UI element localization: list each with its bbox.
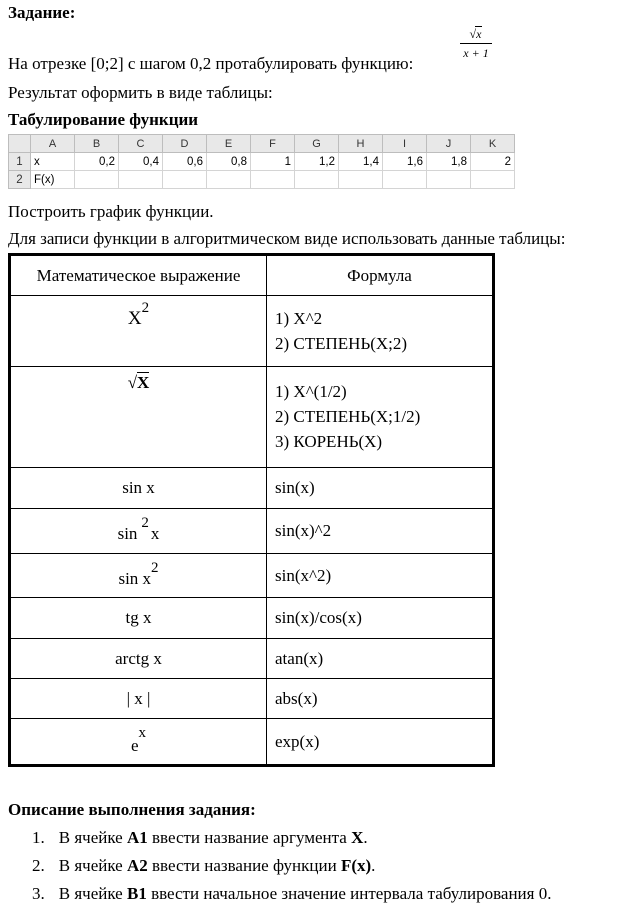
formula-cell: 1) X^2 2) СТЕПЕНЬ(X;2) <box>267 296 494 367</box>
formula-cell: exp(x) <box>267 719 494 766</box>
sheet-cell[interactable]: 1,8 <box>427 153 471 171</box>
sheet-cell[interactable] <box>427 171 471 189</box>
header-math: Математическое выражение <box>10 255 267 296</box>
table-row <box>10 679 494 719</box>
math-expression: sin2x <box>10 509 267 554</box>
sheet-cell[interactable]: 0,6 <box>163 153 207 171</box>
sheet-cell[interactable]: 1,2 <box>295 153 339 171</box>
description-heading: Описание выполнения задания: <box>8 800 256 819</box>
table-row <box>10 719 494 766</box>
col-header[interactable]: H <box>339 135 383 153</box>
formula-cell: sin(x)^2 <box>267 509 494 554</box>
sheet-cell[interactable]: F(x) <box>31 171 75 189</box>
formula-cell: 1) X^(1/2) 2) СТЕПЕНЬ(X;1/2) 3) КОРЕНЬ(X) <box>267 367 494 468</box>
table-row <box>10 598 494 639</box>
col-header[interactable]: E <box>207 135 251 153</box>
col-header[interactable]: G <box>295 135 339 153</box>
formula-cell: atan(x) <box>267 639 494 679</box>
sheet-cell[interactable]: 2 <box>471 153 515 171</box>
sheet-cell[interactable] <box>207 171 251 189</box>
col-header[interactable]: J <box>427 135 471 153</box>
sheet-cell[interactable] <box>295 171 339 189</box>
formula-cell: abs(x) <box>267 679 494 719</box>
sheet-cell[interactable]: 1 <box>251 153 295 171</box>
sheet-cell[interactable]: 0,2 <box>75 153 119 171</box>
table-row <box>10 554 494 598</box>
header-formula: Формула <box>267 255 494 296</box>
step-item: 2. В ячейке A2 ввести название функции F(x). <box>32 856 376 875</box>
math-expression: sin x2 <box>10 554 267 598</box>
column-header-row <box>9 135 515 153</box>
col-header[interactable]: A <box>31 135 75 153</box>
sheet-cell[interactable]: 0,8 <box>207 153 251 171</box>
function-formula: $\frac{√x}{x + 1}$ <box>460 26 492 60</box>
table-row <box>10 509 494 554</box>
table-row <box>10 468 494 509</box>
corner-cell <box>9 135 31 153</box>
sheet-row <box>9 153 515 171</box>
sheet-cell[interactable]: 1,6 <box>383 153 427 171</box>
task-heading: Задание: <box>8 3 76 22</box>
sheet-cell[interactable] <box>383 171 427 189</box>
formula-table <box>8 253 495 767</box>
table-row <box>10 367 494 468</box>
math-expression: tg x <box>10 598 267 639</box>
sheet-row <box>9 171 515 189</box>
spreadsheet <box>8 134 515 189</box>
sheet-cell[interactable] <box>471 171 515 189</box>
sheet-cell[interactable] <box>251 171 295 189</box>
sheet-cell[interactable]: 1,4 <box>339 153 383 171</box>
sheet-cell[interactable] <box>119 171 163 189</box>
math-expression: √X <box>10 367 267 468</box>
formula-numerator: x <box>476 27 482 41</box>
col-header[interactable]: D <box>163 135 207 153</box>
sheet-cell[interactable] <box>163 171 207 189</box>
step-item: 1. В ячейке A1 ввести название аргумента X. <box>32 828 368 847</box>
table-row <box>10 639 494 679</box>
record-instruction: Для записи функции в алгоритмическом виде использовать данные таблицы: <box>8 229 566 248</box>
sheet-cell[interactable] <box>75 171 119 189</box>
col-header[interactable]: F <box>251 135 295 153</box>
formula-cell: sin(x) <box>267 468 494 509</box>
formula-denominator: x + 1 <box>463 46 489 60</box>
task-description: На отрезке [0;2] с шагом 0,2 протабулировать функцию: <box>8 54 414 73</box>
sheet-cell[interactable]: x <box>31 153 75 171</box>
graph-instruction: Построить график функции. <box>8 202 214 221</box>
math-expression: sin x <box>10 468 267 509</box>
result-instruction: Результат оформить в виде таблицы: <box>8 83 273 102</box>
col-header[interactable]: K <box>471 135 515 153</box>
table-header-row <box>10 255 494 296</box>
math-expression: X2 <box>10 296 267 367</box>
sheet-cell[interactable] <box>339 171 383 189</box>
sheet-cell[interactable]: 0,4 <box>119 153 163 171</box>
math-expression: arctg x <box>10 639 267 679</box>
col-header[interactable]: B <box>75 135 119 153</box>
formula-cell: sin(x^2) <box>267 554 494 598</box>
math-expression: ex <box>10 719 267 766</box>
step-item: 3. В ячейке B1 ввести начальное значение интервала табулирования 0. <box>32 884 552 903</box>
col-header[interactable]: I <box>383 135 427 153</box>
row-number[interactable]: 2 <box>9 171 31 189</box>
row-number[interactable]: 1 <box>9 153 31 171</box>
table-row <box>10 296 494 367</box>
formula-cell: sin(x)/cos(x) <box>267 598 494 639</box>
tabulation-title: Табулирование функции <box>8 110 199 129</box>
col-header[interactable]: C <box>119 135 163 153</box>
math-expression: | x | <box>10 679 267 719</box>
